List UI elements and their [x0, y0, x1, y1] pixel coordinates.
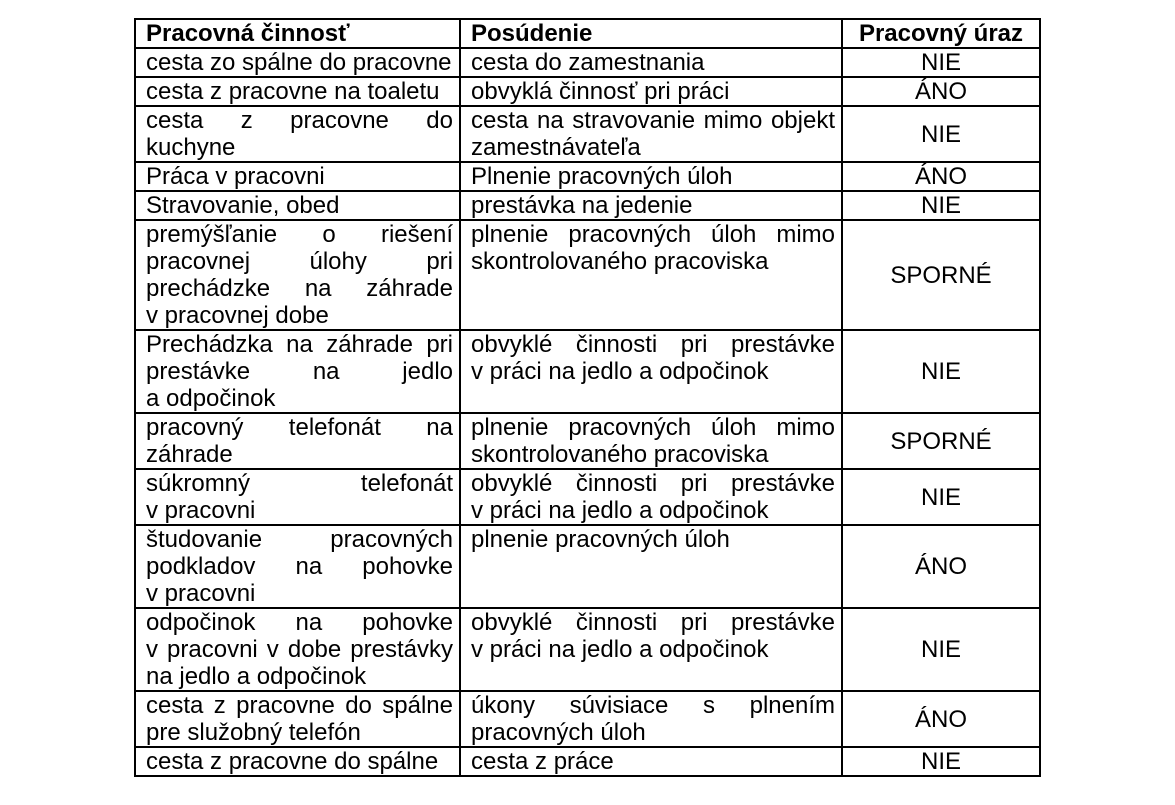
activity-cell: pracovný telefonát na záhrade [136, 414, 461, 470]
verdict-cell: SPORNÉ [843, 221, 1041, 331]
table-row [136, 470, 1041, 526]
table-row [136, 49, 1041, 78]
verdict-cell: NIE [843, 49, 1041, 78]
header-activity: Pracovná činnosť [136, 20, 461, 49]
activity-cell: Stravovanie, obed [136, 192, 461, 221]
assessment-cell: prestávka na jedenie [461, 192, 843, 221]
table-row [136, 748, 1041, 777]
work-accident-table [134, 18, 1041, 777]
verdict-cell: ÁNO [843, 78, 1041, 107]
activity-cell: cesta zo spálne do pracovne [136, 49, 461, 78]
assessment-cell: Plnenie pracovných úloh [461, 163, 843, 192]
assessment-cell: obvyklé činnosti pri prestávke v práci na jedlo a odpočinok [461, 609, 843, 692]
header-verdict: Pracovný úraz [843, 20, 1041, 49]
assessment-cell: plnenie pracovných úloh [461, 526, 843, 609]
table-row [136, 107, 1041, 163]
document-page [134, 18, 1041, 777]
table-row [136, 221, 1041, 331]
header-assessment: Posúdenie [461, 20, 843, 49]
activity-cell: Prechádzka na záhrade pri prestávke na jedlo a odpočinok [136, 331, 461, 414]
verdict-cell: NIE [843, 609, 1041, 692]
assessment-cell: obvyklé činnosti pri prestávke v práci na jedlo a odpočinok [461, 331, 843, 414]
assessment-cell: plnenie pracovných úloh mimo skontrolovaného pracoviska [461, 414, 843, 470]
activity-cell: cesta z pracovne do kuchyne [136, 107, 461, 163]
verdict-cell: SPORNÉ [843, 414, 1041, 470]
activity-cell: študovanie pracovných podkladov na pohovke v pracovni [136, 526, 461, 609]
table-row [136, 609, 1041, 692]
assessment-cell: cesta na stravovanie mimo objekt zamestnávateľa [461, 107, 843, 163]
verdict-cell: NIE [843, 331, 1041, 414]
verdict-cell: NIE [843, 107, 1041, 163]
verdict-cell: NIE [843, 192, 1041, 221]
table-row [136, 78, 1041, 107]
assessment-cell: úkony súvisiace s plnením pracovných úloh [461, 692, 843, 748]
assessment-cell: plnenie pracovných úloh mimo skontrolovaného pracoviska [461, 221, 843, 331]
table-row [136, 163, 1041, 192]
table-row [136, 331, 1041, 414]
activity-cell: súkromný telefonát v pracovni [136, 470, 461, 526]
assessment-cell: obvyklá činnosť pri práci [461, 78, 843, 107]
activity-cell: cesta z pracovne na toaletu [136, 78, 461, 107]
verdict-cell: NIE [843, 748, 1041, 777]
header-row [136, 20, 1041, 49]
verdict-cell: ÁNO [843, 692, 1041, 748]
table-body [136, 49, 1041, 777]
table-row [136, 526, 1041, 609]
activity-cell: Práca v pracovni [136, 163, 461, 192]
activity-cell: cesta z pracovne do spálne [136, 748, 461, 777]
verdict-cell: ÁNO [843, 163, 1041, 192]
verdict-cell: NIE [843, 470, 1041, 526]
table-row [136, 414, 1041, 470]
assessment-cell: cesta do zamestnania [461, 49, 843, 78]
assessment-cell: cesta z práce [461, 748, 843, 777]
activity-cell: premýšľanie o riešení pracovnej úlohy pri prechádzke na záhrade v pracovnej dobe [136, 221, 461, 331]
activity-cell: cesta z pracovne do spálne pre služobný telefón [136, 692, 461, 748]
activity-cell: odpočinok na pohovke v pracovni v dobe prestávky na jedlo a odpočinok [136, 609, 461, 692]
verdict-cell: ÁNO [843, 526, 1041, 609]
assessment-cell: obvyklé činnosti pri prestávke v práci na jedlo a odpočinok [461, 470, 843, 526]
table-row [136, 692, 1041, 748]
table-row [136, 192, 1041, 221]
